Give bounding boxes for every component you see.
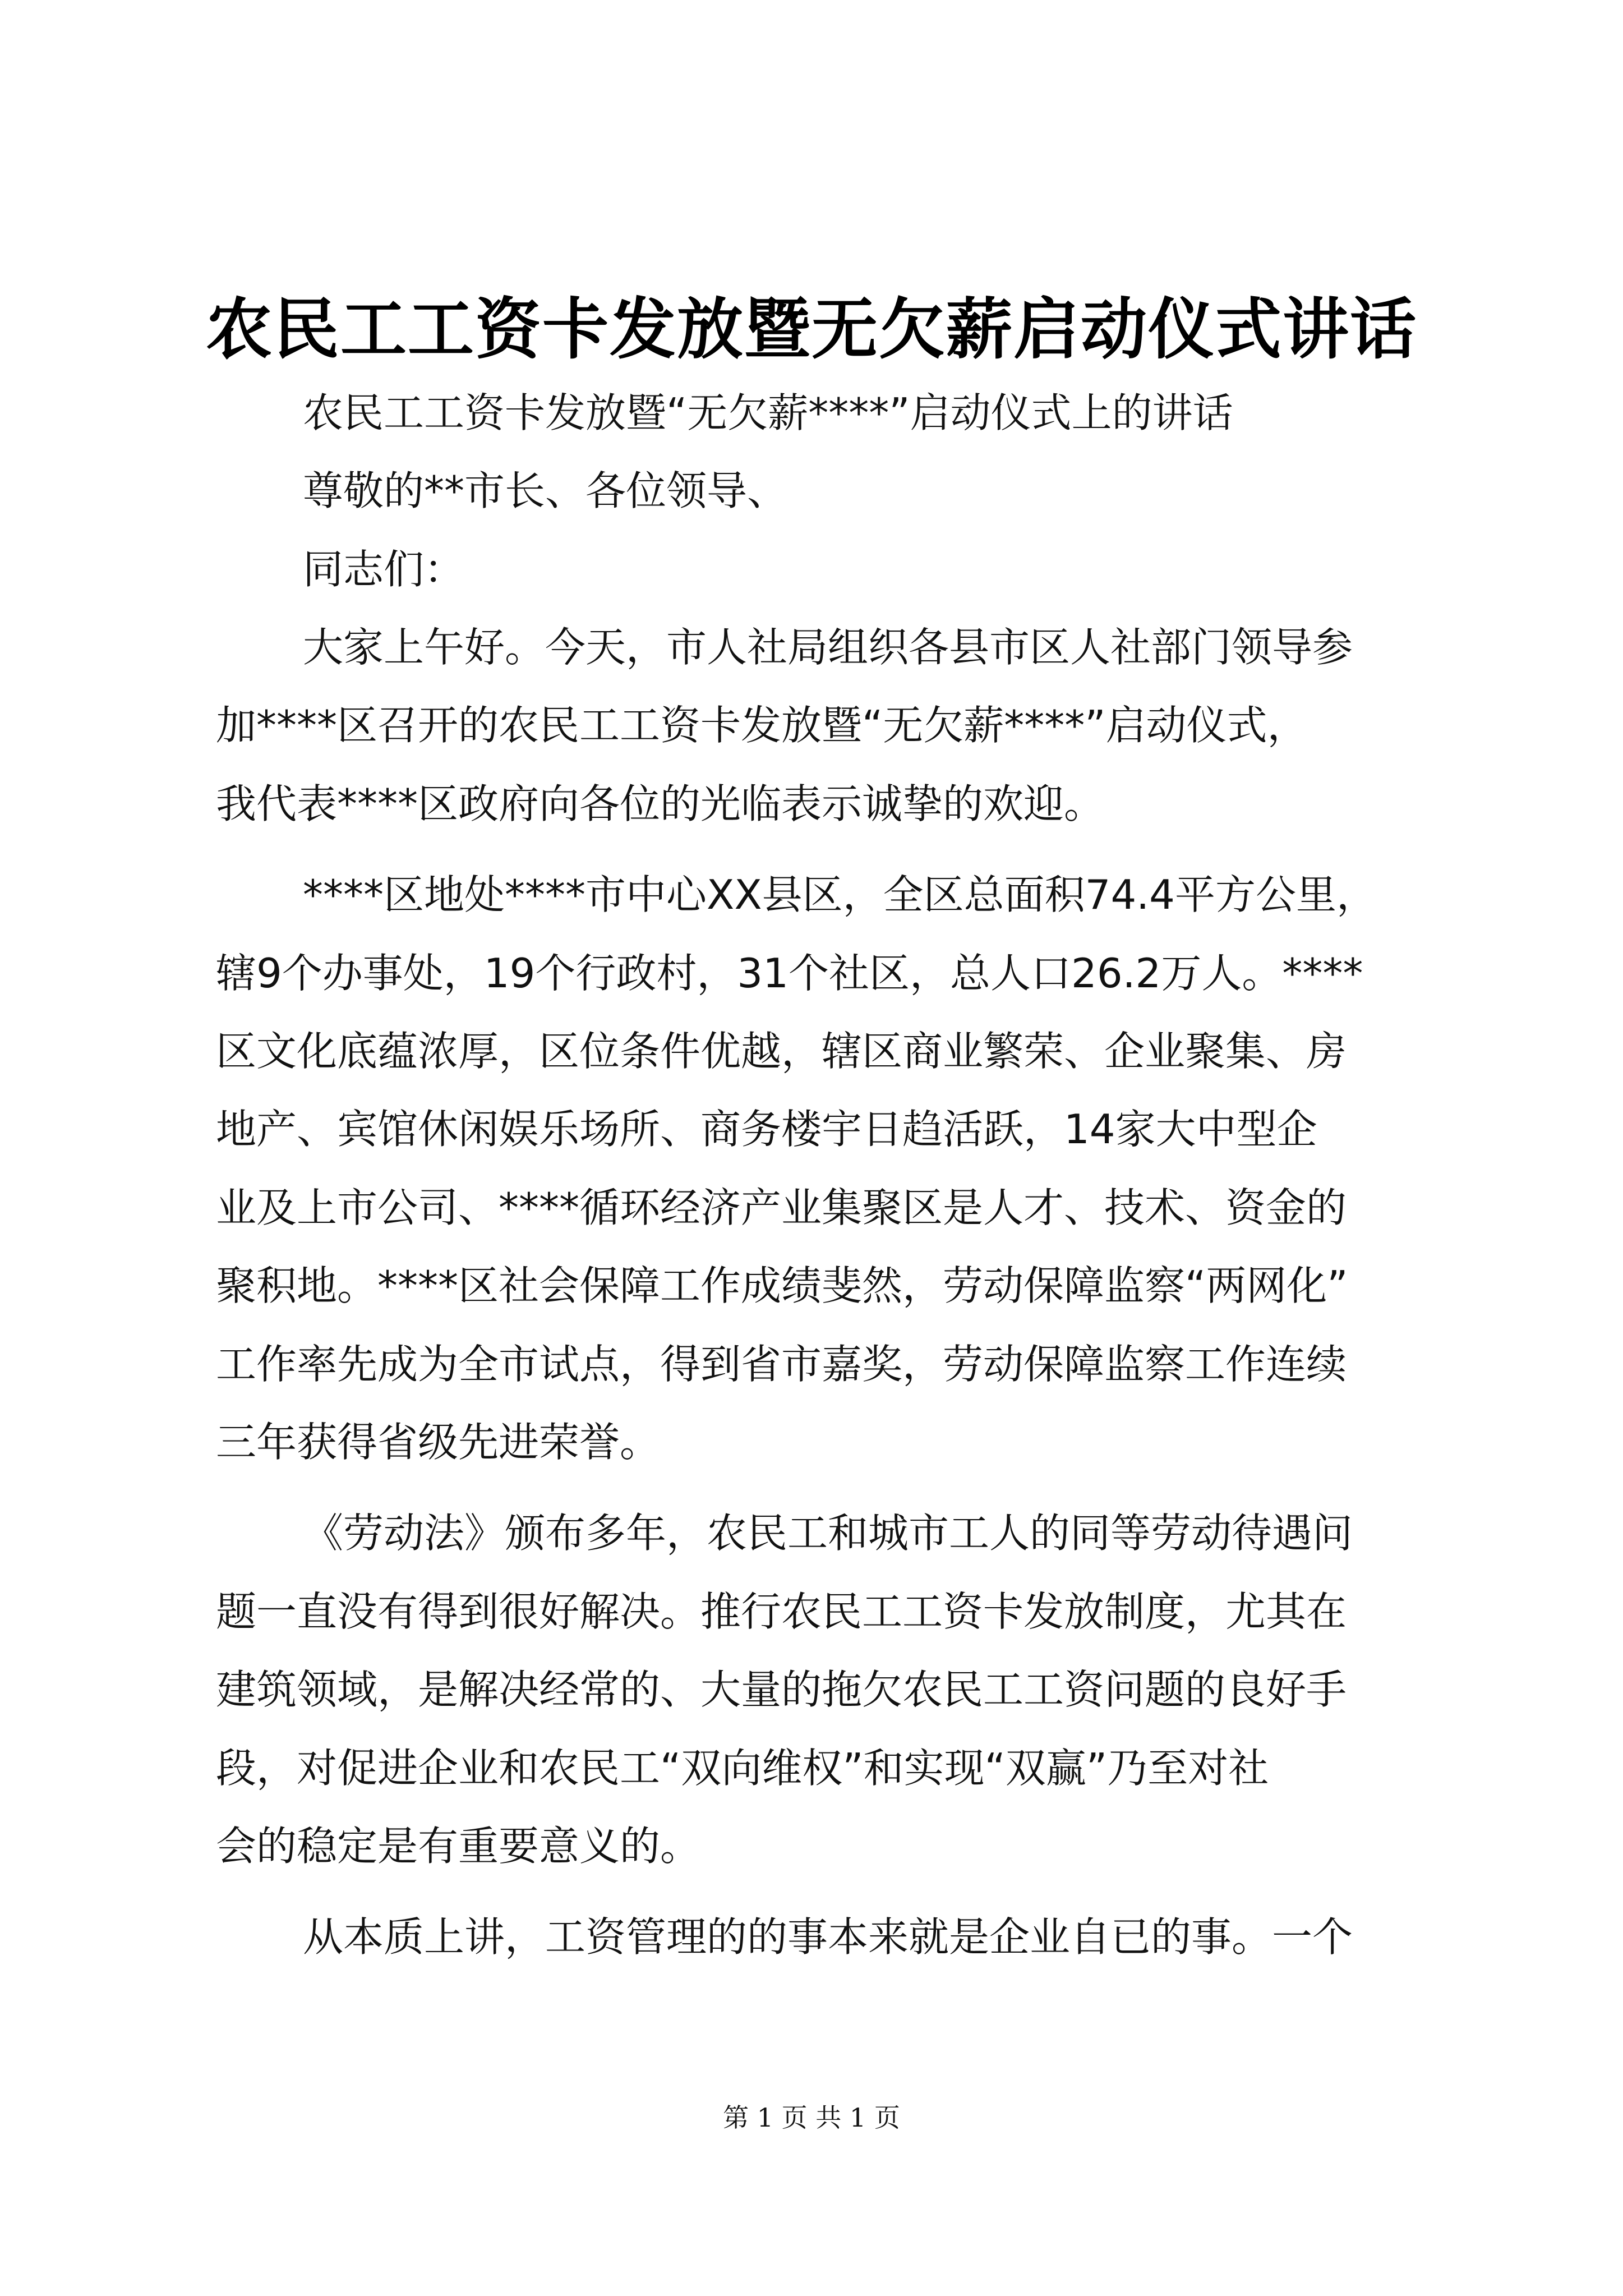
paragraph-line: 从本质上讲，工资管理的的事本来就是企业自已的事。一个 <box>303 1913 1353 1961</box>
paragraph-line: 加****区召开的农民工工资卡发放暨“无欠薪****”启动仪式， <box>216 702 1308 749</box>
paragraph-line: 业及上市公司、****循环经济产业集聚区是人才、技术、资金的 <box>216 1184 1347 1231</box>
paragraph-line: 工作率先成为全市试点，得到省市嘉奖，劳动保障监察工作连续 <box>216 1341 1347 1388</box>
paragraph-line: 题一直没有得到很好解决。推行农民工工资卡发放制度，尤其在 <box>216 1588 1347 1635</box>
paragraph-line: ****区地处****市中心XX县区，全区总面积74.4平方公里， <box>303 871 1377 918</box>
paragraph-line: 聚积地。****区社会保障工作成绩斐然，劳动保障监察“两网化” <box>216 1262 1348 1309</box>
paragraph-line: 辖9个办事处，19个行政村，31个社区，总人口26.2万人。**** <box>216 950 1363 997</box>
paragraph-line: 区文化底蕴浓厚，区位条件优越，辖区商业繁荣、企业聚集、房 <box>216 1028 1347 1075</box>
paragraph-line: 会的稳定是有重要意义的。 <box>216 1823 701 1870</box>
paragraph-line: 三年获得省级先进荣誉。 <box>216 1419 661 1466</box>
document-title: 农民工工资卡发放暨无欠薪启动仪式讲话 <box>205 290 1417 368</box>
salutation-line: 同志们： <box>303 546 465 593</box>
paragraph-line: 地产、宾馆休闲娱乐场所、商务楼宇日趋活跃，14家大中型企 <box>216 1106 1317 1153</box>
page-number-footer: 第 1 页 共 1 页 <box>723 2102 900 2133</box>
paragraph-line: 《劳动法》颁布多年，农民工和城市工人的同等劳动待遇问 <box>303 1510 1353 1557</box>
paragraph-line: 大家上午好。今天，市人社局组织各县市区人社部门领导参 <box>303 624 1353 671</box>
paragraph-line: 我代表****区政府向各位的光临表示诚挚的欢迎。 <box>216 780 1105 827</box>
salutation-line: 尊敬的**市长、各位领导、 <box>303 467 788 514</box>
paragraph-line: 段，对促进企业和农民工“双向维权”和实现“双赢”乃至对社 <box>216 1745 1269 1792</box>
document-subtitle: 农民工工资卡发放暨“无欠薪****”启动仪式上的讲话 <box>303 389 1233 436</box>
paragraph-line: 建筑领域，是解决经常的、大量的拖欠农民工工资问题的良好手 <box>216 1666 1347 1713</box>
